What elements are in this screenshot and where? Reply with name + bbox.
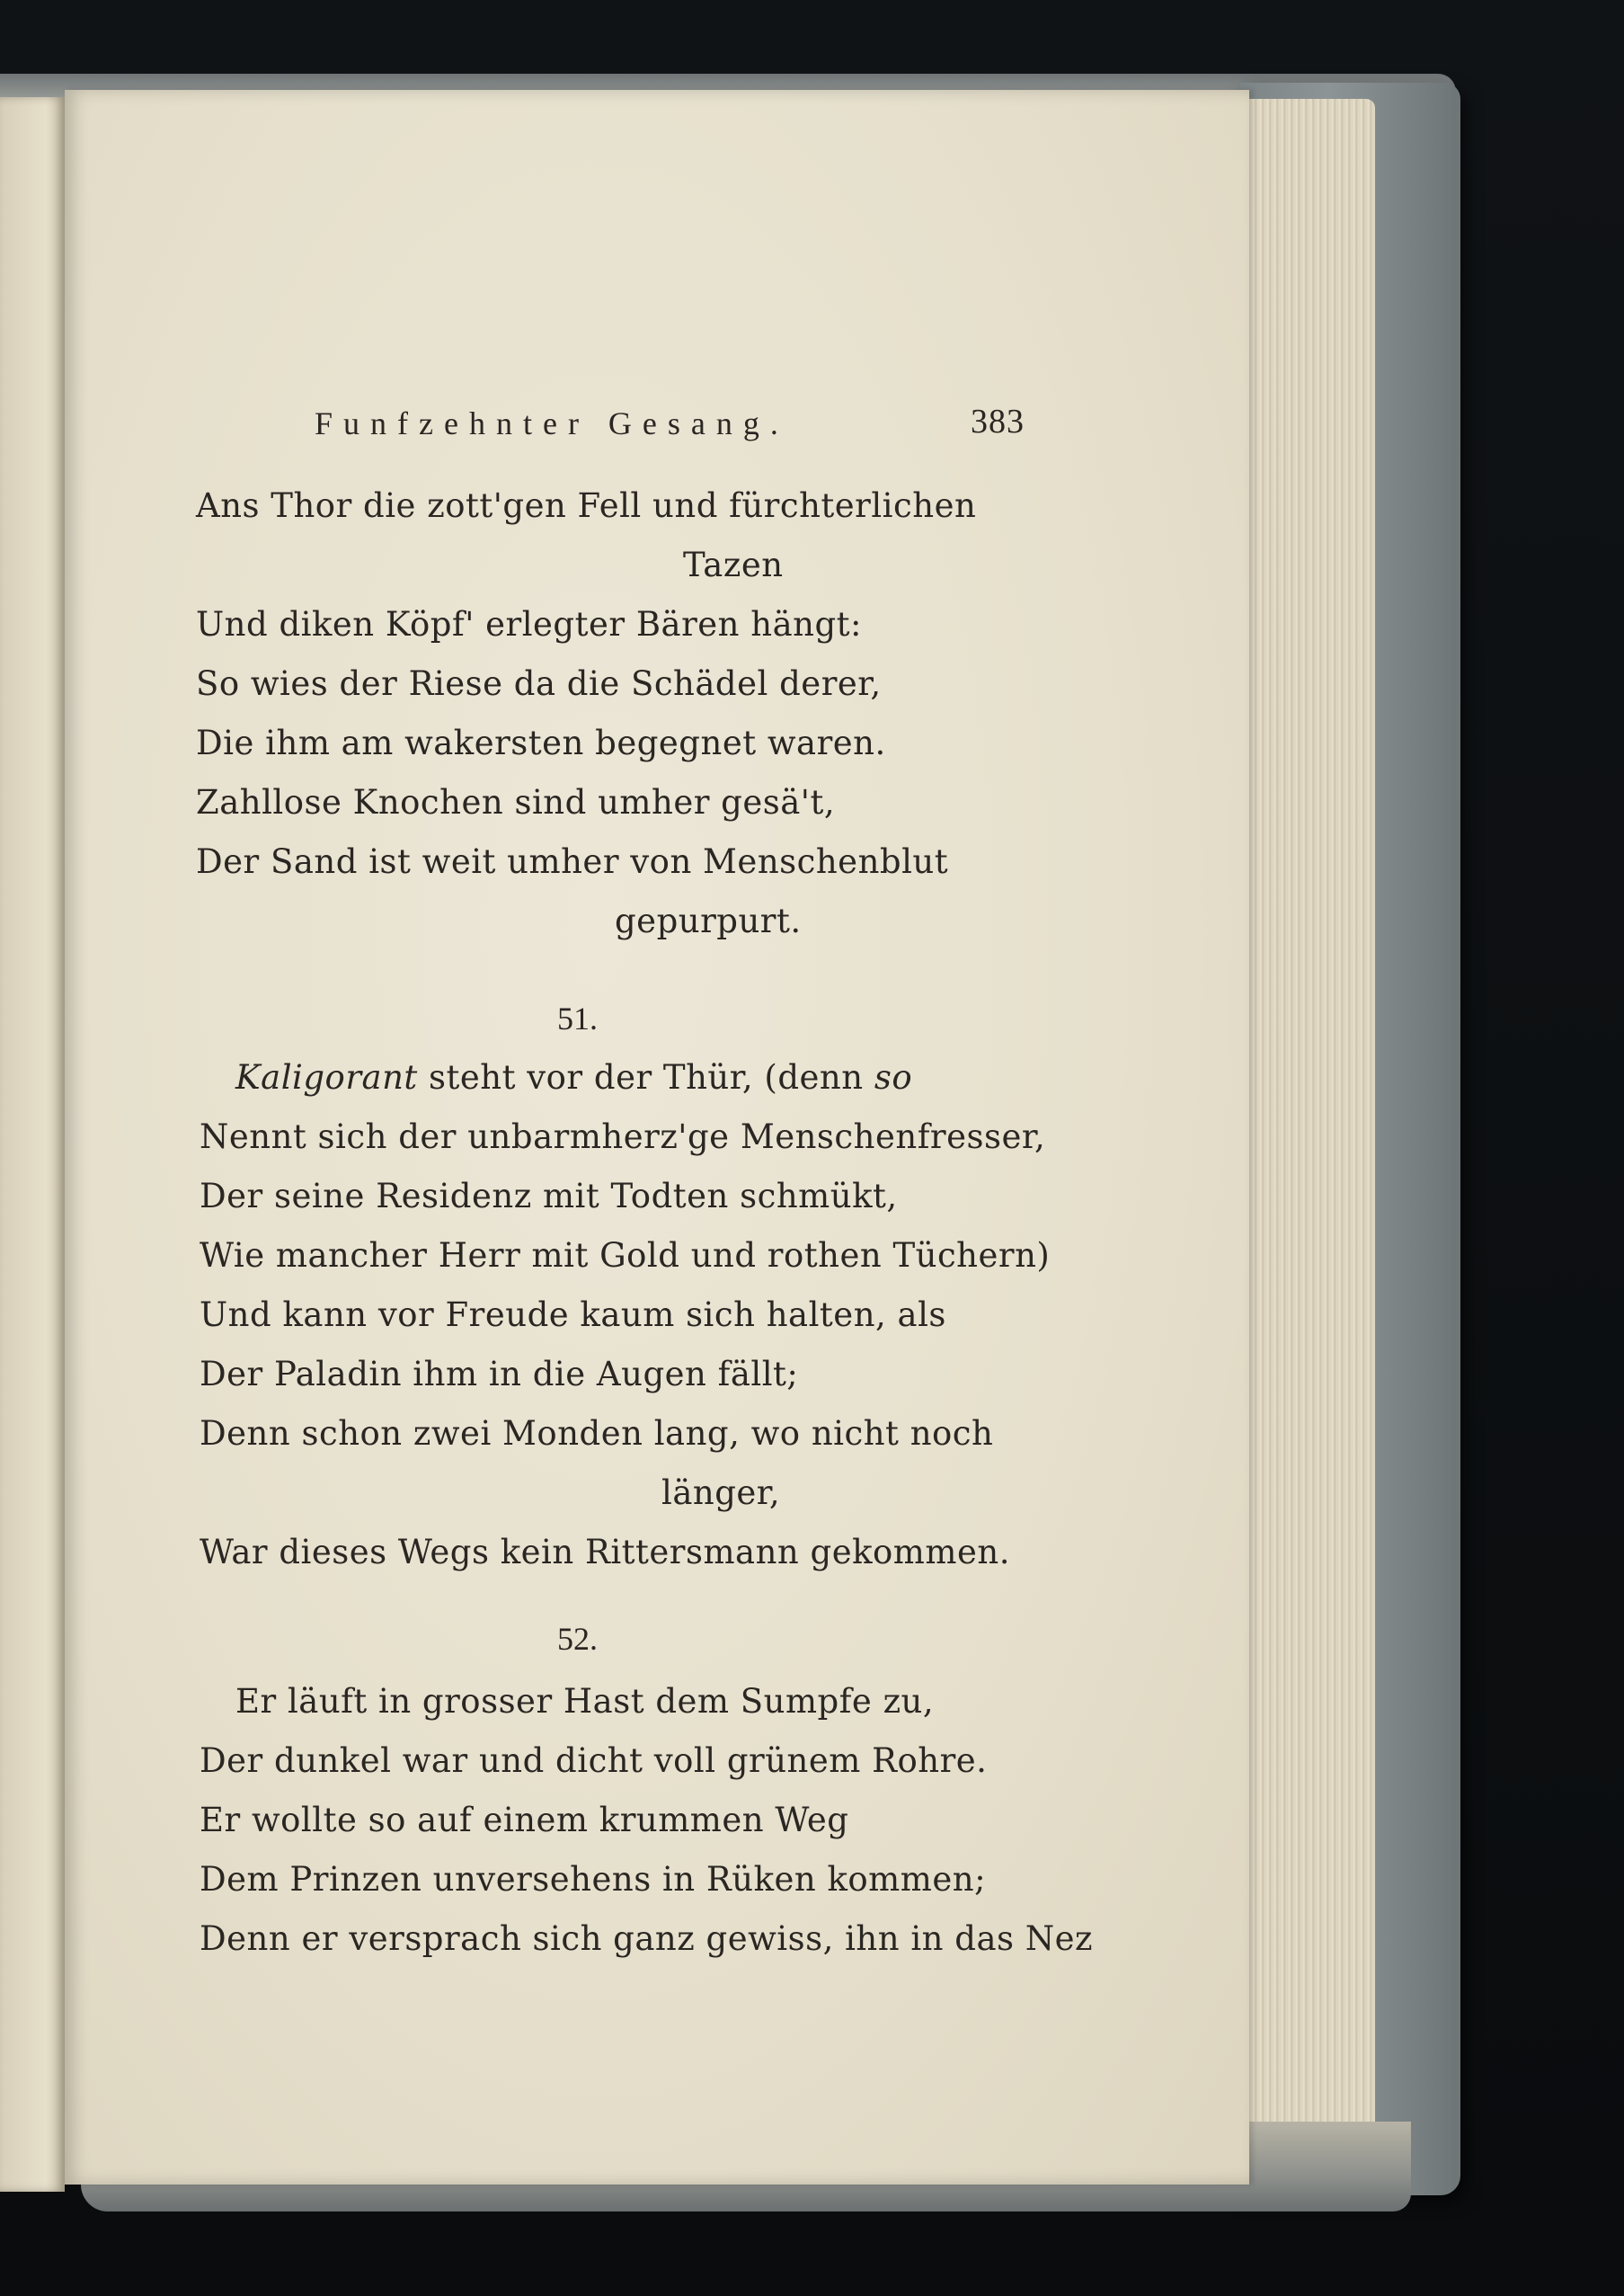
book-page (65, 90, 1249, 2185)
verse-line: Und diken Köpf' erlegter Bären hängt: (196, 605, 862, 644)
verse-line: Der dunkel war und dicht voll grünem Rohre. (200, 1741, 988, 1780)
left-facing-page (0, 97, 65, 2192)
verse-text: steht vor der Thür, (denn (417, 1058, 874, 1097)
verse-line: Die ihm am wakersten begegnet waren. (196, 724, 886, 762)
verse-line: Zahllose Knochen sind umher gesä't, (196, 783, 836, 822)
verse-line: Der Paladin ihm in die Augen fällt; (200, 1355, 799, 1393)
running-title: Funfzehnter Gesang. (315, 405, 789, 441)
verse-line: Der seine Residenz mit Todten schmükt, (200, 1177, 898, 1215)
verse-line: Er läuft in grosser Hast dem Sumpfe zu, (235, 1682, 935, 1721)
verse-line: Der Sand ist weit umher von Menschenblut (196, 842, 949, 881)
verse-line: Nennt sich der unbarmherz'ge Menschenfresser, (200, 1117, 1046, 1156)
verse-line: gepurpurt. (615, 902, 802, 940)
verse-line (235, 1048, 912, 1108)
verse-line: Dem Prinzen unversehens in Rüken kommen; (200, 1860, 987, 1899)
page-number: 383 (971, 403, 1025, 441)
stanza-number: 52. (557, 1621, 598, 1657)
verse-line: Er wollte so auf einem krummen Weg (200, 1801, 849, 1839)
verse-line: So wies der Riese da die Schädel derer, (196, 664, 882, 703)
verse-line: Wie mancher Herr mit Gold und rothen Tüchern) (200, 1236, 1051, 1275)
verse-line: Denn er versprach sich ganz gewiss, ihn in das Nez (200, 1919, 1094, 1958)
verse-line: War dieses Wegs kein Rittersmann gekommen. (200, 1533, 1010, 1571)
verse-line: Und kann vor Freude kaum sich halten, als (200, 1295, 946, 1334)
verse-line: Tazen (683, 546, 784, 584)
stanza-number: 51. (557, 1001, 598, 1037)
verse-line: Ans Thor die zott'gen Fell und fürchterlichen (196, 486, 977, 525)
verse-line: länger, (661, 1473, 781, 1512)
verse-emphasis: so (874, 1058, 913, 1097)
character-name: Kaligorant (235, 1058, 418, 1097)
verse-line: Denn schon zwei Monden lang, wo nicht noch (200, 1414, 994, 1453)
